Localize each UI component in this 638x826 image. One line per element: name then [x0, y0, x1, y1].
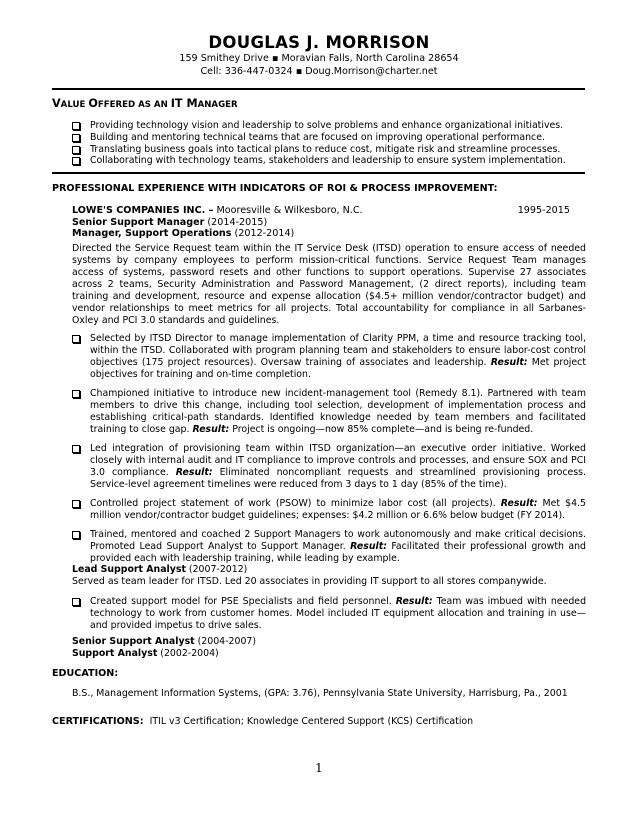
section-title-certifications: CERTIFICATIONS: [52, 716, 144, 727]
company-header: LOWE'S COMPANIES INC. – Mooresville & Wilkesboro, N.C. Senior Support Manager (2014-2015) Manager, Support Operations (2012-2014) [72, 205, 363, 239]
section-divider [52, 172, 585, 174]
checkbox-bullet-icon [72, 157, 80, 165]
list-item: Providing technology vision and leadership to solve problems and enhance organizational initiatives. [72, 120, 572, 132]
checkbox-bullet-icon [72, 598, 80, 606]
lead-analyst-summary: Served as team leader for ITSD. Led 20 associates in providing IT support to all stores companywide. [72, 576, 547, 587]
checkbox-bullet-icon [72, 335, 80, 343]
role-summary: Directed the Service Request team within the IT Service Desk (ITSD) operation to ensure access of needed systems by company employees to perform mission-critical functions. Service Request Team manages access of systems, password resets and other functions to support operations. Supervise 27 associates across 2 teams, Security Administration and Password Management, (2 direct reports), including team training and development, resource and expense allocation ($4.5+ million vendor/contractor budget) and vendor relationships to meet metrics for all projects. Total accountability for compliance in all Sarbanes-Oxley and PCI 3.0 standards and guidelines. [72, 243, 586, 326]
lead-analyst-list [72, 596, 586, 632]
list-item: Building and mentoring technical teams that are focused on improving operational performance. [72, 132, 572, 144]
address-line: 159 Smithey Drive ▪ Moravian Falls, North Carolina 28654 [179, 53, 459, 64]
certifications-text: ITIL v3 Certification; Knowledge Centered Support (KCS) Certification [149, 716, 474, 727]
achievements-list [72, 333, 586, 565]
education-text: B.S., Management Information Systems, (GPA: 3.76), Pennsylvania State University, Harrisburg, Pa., 2001 [72, 688, 568, 699]
list-item: Led integration of provisioning team within ITSD organization—an executive order initiative. Worked closely with internal audit and IT compliance to improve controls and processes, and ensure SOX and PCI 3.0 compliance. Result: Eliminated noncompliant requests and streamlined provisioning process. Service-level agreement timelines were reduced from 3 days to 1 day (85% of the time). [72, 443, 586, 491]
list-item: Created support model for PSE Specialists and field personnel. Result: Team was imbued with needed technology to work from customer homes. Model included IT equipment allocation and training in use—and provided impetus to drive sales. [72, 596, 586, 632]
lead-analyst-heading: Lead Support Analyst (2007-2012) [72, 564, 248, 575]
list-item: Translating business goals into tactical plans to reduce cost, mitigate risk and streamline processes. [72, 144, 572, 156]
header-divider [52, 88, 585, 90]
earlier-roles: Senior Support Analyst (2004-2007) Support Analyst (2002-2004) [72, 636, 257, 659]
checkbox-bullet-icon [72, 531, 80, 539]
page-number: 1 [315, 761, 323, 775]
checkbox-bullet-icon [72, 146, 80, 154]
checkbox-bullet-icon [72, 134, 80, 142]
list-item: Trained, mentored and coached 2 Support Managers to work autonomously and make critical decisions. Promoted Lead Support Analyst to Support Manager. Result: Facilitated their professional growth and provided each with leadership training, while leading by example. [72, 529, 586, 565]
contact-line: Cell: 336-447-0324 ▪ Doug.Morrison@charter.net [200, 66, 438, 77]
list-item: Championed initiative to introduce new incident-management tool (Remedy 8.1). Partnered with team members to drive this change, including tool selection, development of implementation process and establishing critical-path standards. Identified knowledge needed by team members and facilitated training to close gap. Result: Project is ongoing—now 85% complete—and is being re-funded. [72, 388, 586, 436]
section-title-experience: PROFESSIONAL EXPERIENCE WITH INDICATORS OF ROI & PROCESS IMPROVEMENT: [52, 183, 498, 194]
checkbox-bullet-icon [72, 122, 80, 130]
checkbox-bullet-icon [72, 445, 80, 453]
list-item: Collaborating with technology teams, stakeholders and leadership to ensure system implementation. [72, 155, 572, 167]
checkbox-bullet-icon [72, 390, 80, 398]
value-list [72, 120, 572, 167]
checkbox-bullet-icon [72, 500, 80, 508]
section-title-education: EDUCATION: [52, 668, 119, 679]
list-item: Controlled project statement of work (PSOW) to minimize labor cost (all projects). Result: Met $4.5 million vendor/contractor budget guidelines; expenses: $4.2 million or 6.6% below budget (FY 2014). [72, 498, 586, 522]
employment-dates: 1995-2015 [517, 205, 570, 216]
list-item: Selected by ITSD Director to manage implementation of Clarity PPM, a time and resource tracking tool, within the ITSD. Collaborated with program planning team and stakeholders to ensure labor-cost control objectives (175 project resources). Oversaw training of associates and leadership. Result: Met project objectives for training and on-time completion. [72, 333, 586, 381]
section-title-value: VALUE OFFERED AS AN IT MANAGER [52, 97, 238, 110]
candidate-name: DOUGLAS J. MORRISON [208, 33, 430, 52]
certifications-line [52, 716, 586, 728]
